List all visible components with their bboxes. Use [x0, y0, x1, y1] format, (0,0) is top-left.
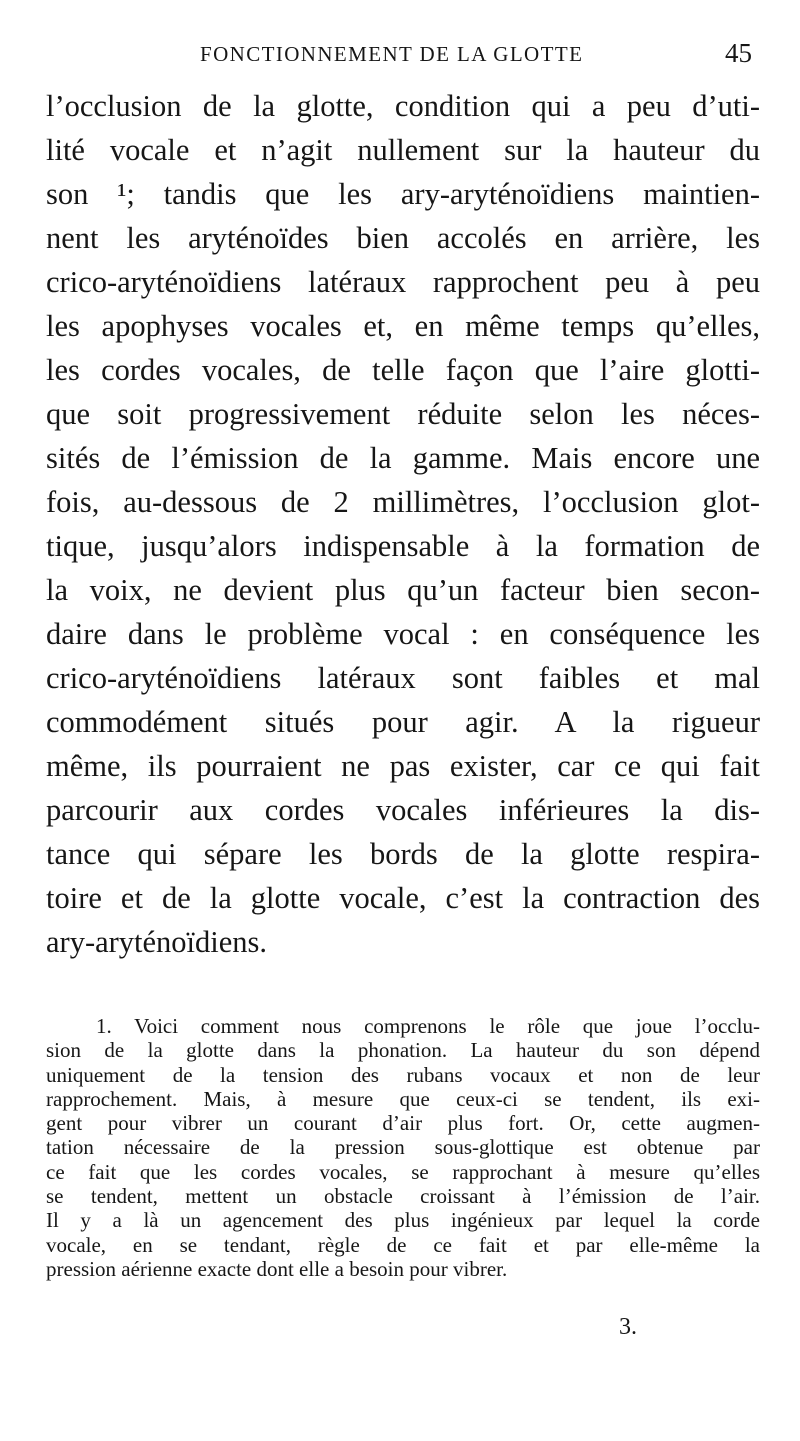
- text-line: daire dans le problème vocal : en conséquence les: [46, 617, 760, 651]
- text-line: parcourir aux cordes vocales inférieures la dis-: [46, 793, 760, 827]
- footnote-line: vocale, en se tendant, règle de ce fait et par elle-même la: [46, 1232, 760, 1257]
- running-header: [0, 38, 800, 76]
- text-line: toire et de la glotte vocale, c’est la contraction des: [46, 881, 760, 915]
- footnote: [46, 1014, 760, 1281]
- text-line: la voix, ne devient plus qu’un facteur bien secon-: [46, 573, 760, 607]
- footnote-line: uniquement de la tension des rubans vocaux et non de leur: [46, 1062, 760, 1087]
- text-line: fois, au-dessous de 2 millimètres, l’occlusion glot-: [46, 485, 760, 519]
- footnote-line: se tendent, mettent un obstacle croissant à l’émission de l’air.: [46, 1184, 760, 1209]
- printer-signature: 3.: [619, 1314, 637, 1340]
- text-line: les cordes vocales, de telle façon que l’aire glotti-: [46, 353, 760, 387]
- body-text: [46, 84, 760, 964]
- text-line: crico-aryténoïdiens latéraux sont faibles et mal: [46, 661, 760, 695]
- text-line: nent les aryténoïdes bien accolés en arrière, les: [46, 221, 760, 255]
- text-line: son ¹; tandis que les ary-aryténoïdiens maintien-: [46, 177, 760, 211]
- text-line: que soit progressivement réduite selon les néces-: [46, 397, 760, 431]
- footnote-line: pression aérienne exacte dont elle a besoin pour vibrer.: [46, 1256, 508, 1281]
- text-line: lité vocale et n’agit nullement sur la hauteur du: [46, 133, 760, 167]
- text-line: sités de l’émission de la gamme. Mais encore une: [46, 441, 760, 475]
- footnote-line: Il y a là un agencement des plus ingénieux par lequel la corde: [46, 1208, 760, 1233]
- text-line: ary-aryténoïdiens.: [46, 925, 268, 959]
- text-line: commodément situés pour agir. A la rigueur: [46, 705, 760, 739]
- footnote-line: rapprochement. Mais, à mesure que ceux-ci se tendent, ils exi-: [46, 1086, 760, 1111]
- text-line: l’occlusion de la glotte, condition qui a peu d’uti-: [46, 89, 760, 123]
- footnote-line: 1. Voici comment nous comprenons le rôle que joue l’occlu-: [96, 1014, 760, 1038]
- text-line: les apophyses vocales et, en même temps qu’elles,: [46, 309, 760, 343]
- footnote-line: tation nécessaire de la pression sous-glottique est obtenue par: [46, 1135, 760, 1160]
- text-line: tance qui sépare les bords de la glotte respira-: [46, 837, 760, 871]
- running-title: FONCTIONNEMENT DE LA GLOTTE: [200, 42, 584, 66]
- text-line: tique, jusqu’alors indispensable à la formation de: [46, 529, 760, 563]
- page-number: 45: [725, 38, 752, 68]
- text-line: crico-aryténoïdiens latéraux rapprochent peu à peu: [46, 265, 760, 299]
- text-line: même, ils pourraient ne pas exister, car ce qui fait: [46, 749, 760, 783]
- footnote-line: ce fait que les cordes vocales, se rapprochant à mesure qu’elles: [46, 1159, 760, 1184]
- footnote-line: sion de la glotte dans la phonation. La hauteur du son dépend: [46, 1038, 760, 1063]
- footnote-line: gent pour vibrer un courant d’air plus fort. Or, cette augmen-: [46, 1111, 760, 1136]
